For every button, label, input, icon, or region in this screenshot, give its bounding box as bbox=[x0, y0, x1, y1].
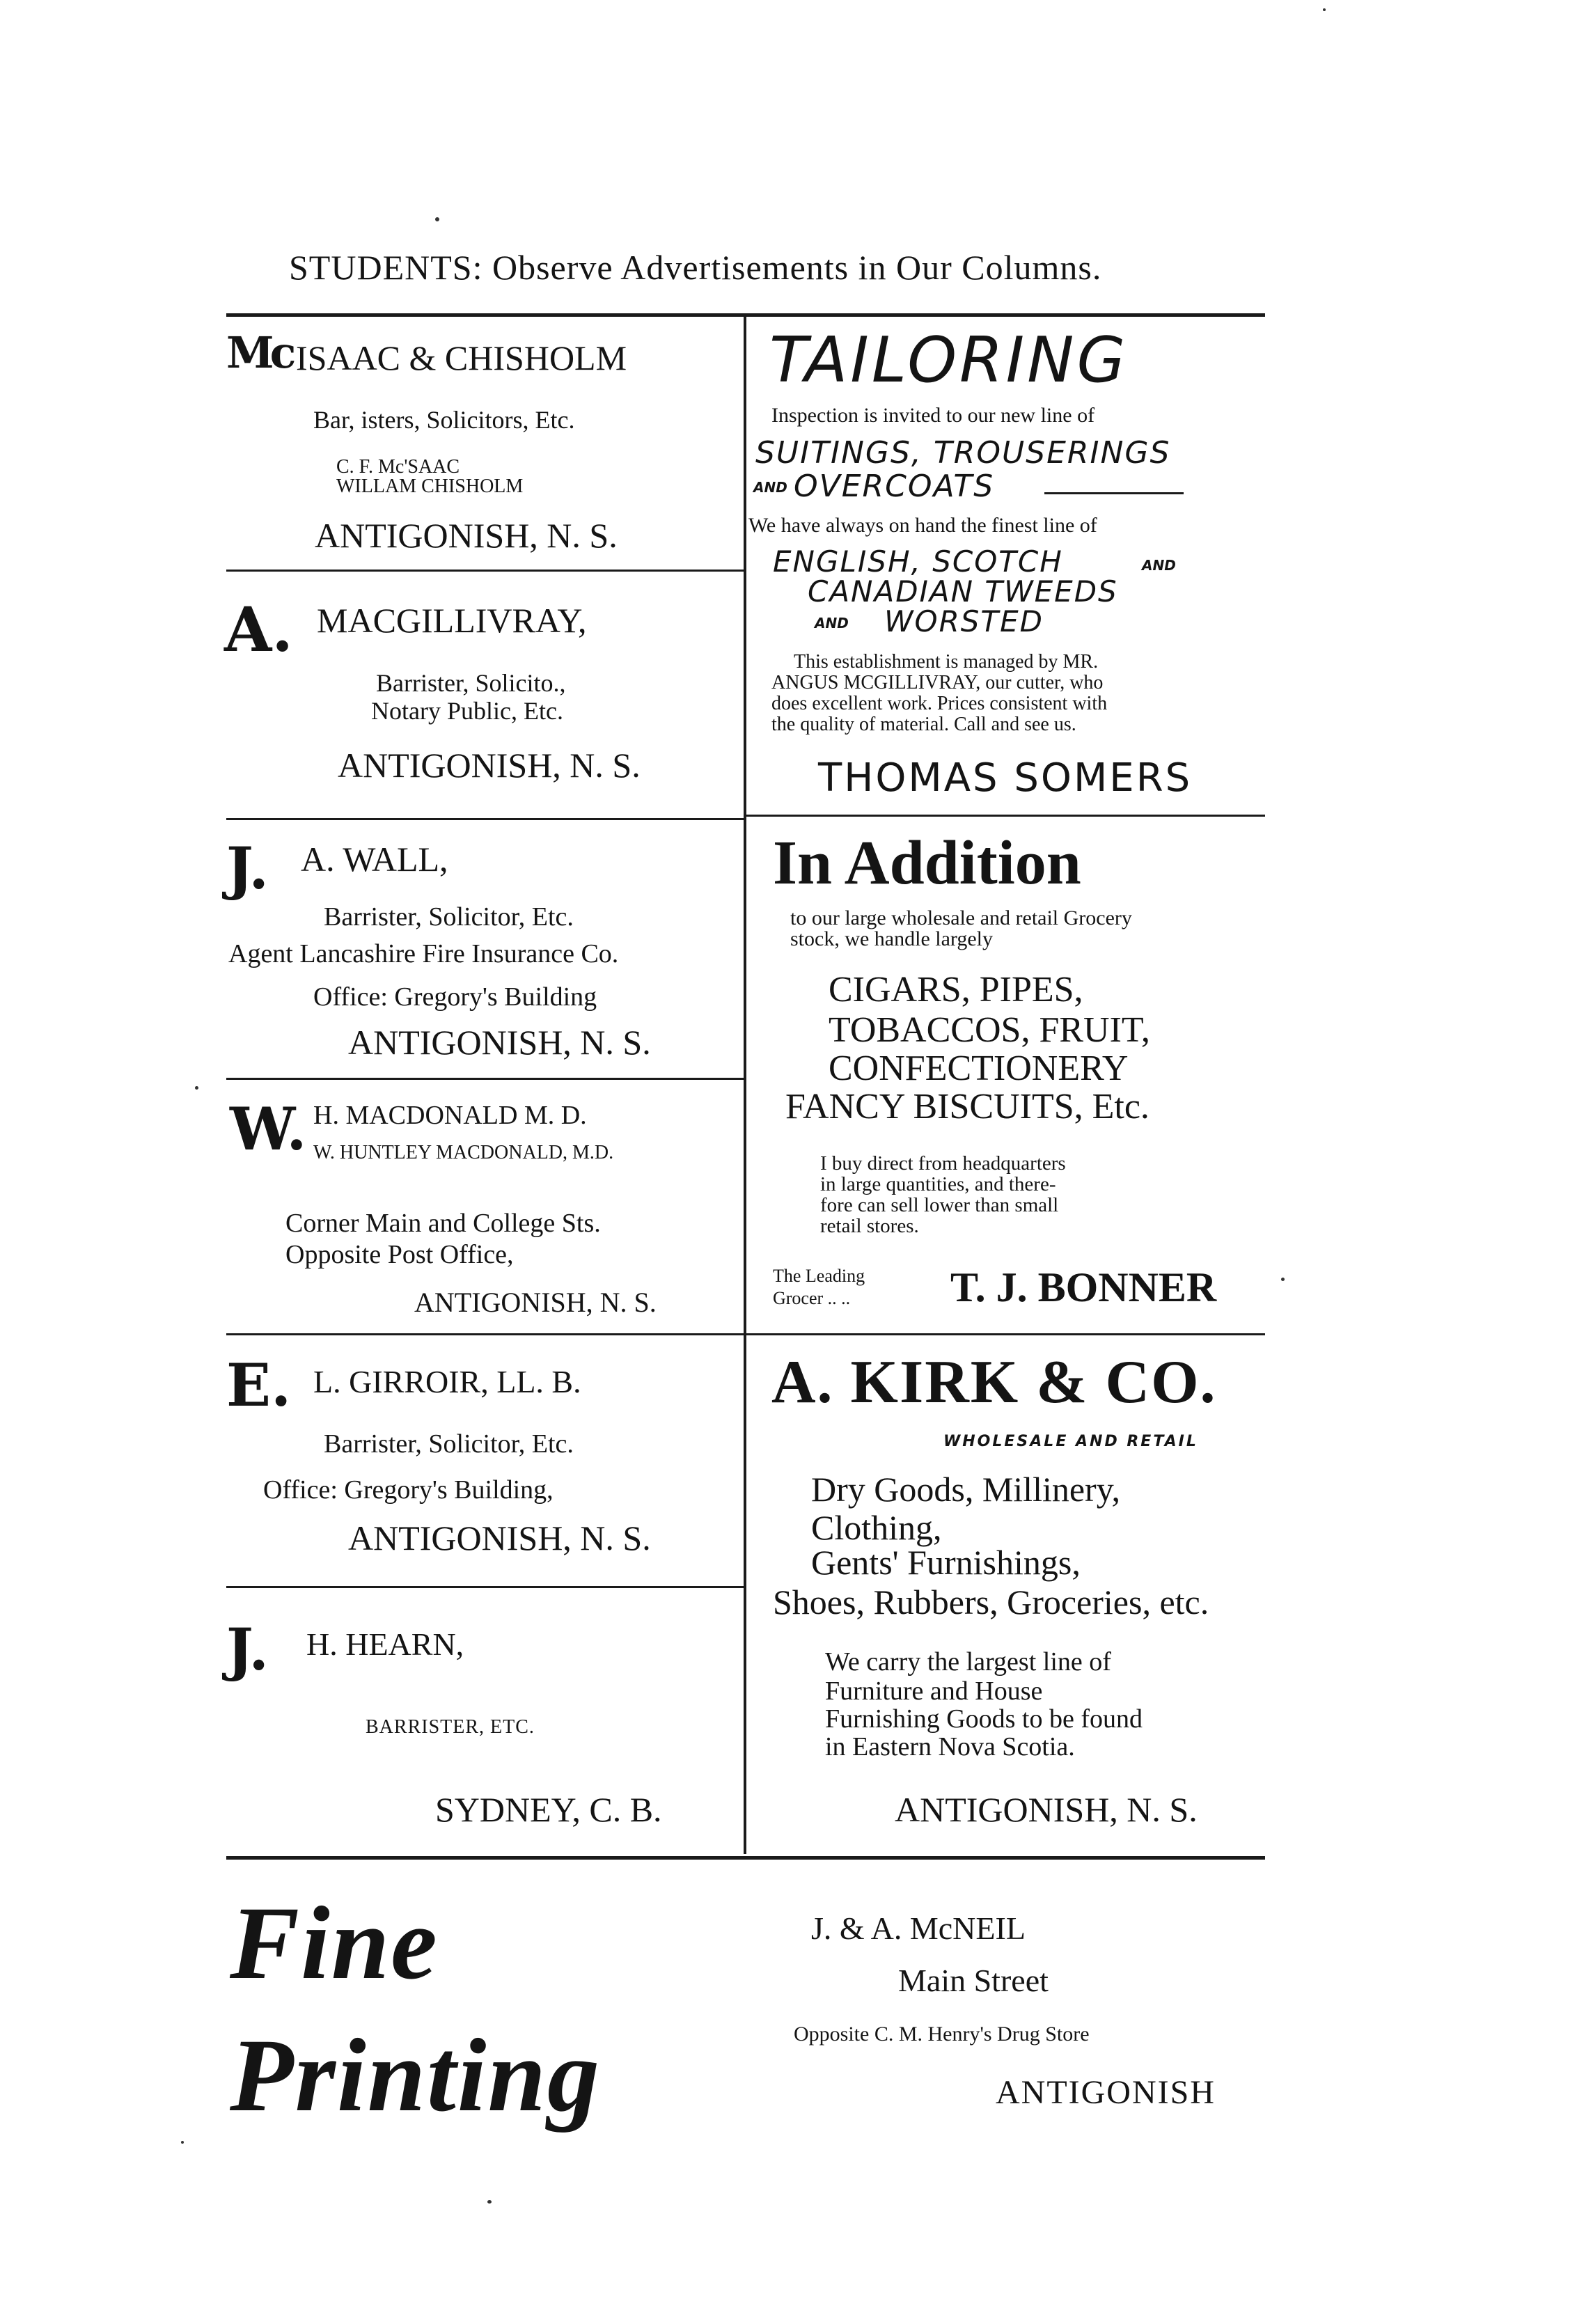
firm-name: ISAAC & CHISHOLM bbox=[296, 338, 627, 377]
grocer-item: CIGARS, PIPES, bbox=[829, 970, 1083, 1010]
scan-speck bbox=[435, 217, 439, 221]
kirk-goods: Dry Goods, Millinery, bbox=[811, 1470, 1120, 1509]
firm-description: Barrister, Solicito., bbox=[376, 669, 566, 697]
grocer-paragraph: fore can sell lower than small bbox=[820, 1194, 1059, 1216]
grocer-signature: T. J. BONNER bbox=[950, 1264, 1217, 1310]
kirk-paragraph: Furnishing Goods to be found bbox=[825, 1704, 1143, 1734]
grocer-tagline: The Leading bbox=[773, 1266, 865, 1286]
fine-printing-heading: Printing bbox=[230, 2018, 601, 2133]
grocer-tagline: Grocer .. .. bbox=[773, 1288, 851, 1308]
grocer-item: FANCY BISCUITS, Etc. bbox=[785, 1087, 1150, 1126]
tailoring-text: Inspection is invited to our new line of bbox=[771, 404, 1095, 427]
partner-name: WILLAM CHISHOLM bbox=[336, 476, 524, 497]
tailoring-goods: OVERCOATS bbox=[794, 469, 995, 504]
fine-printing-heading: Fine bbox=[230, 1885, 439, 2001]
printer-landmark: Opposite C. M. Henry's Drug Store bbox=[794, 2023, 1090, 2046]
tailoring-paragraph: does excellent work. Prices consistent with bbox=[771, 693, 1108, 714]
bottom-rule bbox=[226, 1856, 1265, 1860]
grocer-paragraph: I buy direct from headquarters bbox=[820, 1152, 1066, 1175]
scan-speck bbox=[1323, 8, 1326, 11]
tailoring-paragraph: This establishment is managed by MR. bbox=[794, 651, 1099, 673]
partner-name: C. F. Mc'SAAC bbox=[336, 456, 460, 478]
left-divider bbox=[226, 1333, 744, 1335]
initial-letter: W. bbox=[230, 1094, 307, 1163]
initial-letter: J. bbox=[226, 835, 269, 902]
partner-name: W. HUNTLEY MACDONALD, M.D. bbox=[313, 1142, 614, 1163]
firm-description: Notary Public, Etc. bbox=[371, 697, 563, 725]
tailoring-goods: ENGLISH, SCOTCH bbox=[773, 544, 1063, 579]
firm-description: Barrister, Solicitor, Etc. bbox=[324, 902, 574, 932]
grocer-title: In Addition bbox=[773, 829, 1081, 897]
firm-description: Opposite Post Office, bbox=[285, 1240, 514, 1269]
grocer-item: CONFECTIONERY bbox=[829, 1049, 1129, 1088]
firm-location: ANTIGONISH, N. S. bbox=[338, 746, 641, 785]
left-divider bbox=[226, 1586, 744, 1588]
tailoring-paragraph: ANGUS MCGILLIVRAY, our cutter, who bbox=[771, 672, 1104, 693]
tailoring-goods: WORSTED bbox=[884, 604, 1044, 638]
initial-letter: A. bbox=[224, 593, 293, 666]
page-header: STUDENTS: Observe Advertisements in Our Columns. bbox=[289, 248, 1102, 287]
tailoring-goods: SUITINGS, TROUSERINGS bbox=[755, 435, 1171, 471]
kirk-title: A. KIRK & CO. bbox=[771, 1349, 1217, 1416]
tailoring-conjunction: AND bbox=[815, 615, 849, 631]
grocer-paragraph: retail stores. bbox=[820, 1215, 919, 1237]
firm-name: A. WALL, bbox=[301, 840, 448, 879]
tailoring-signature: THOMAS SOMERS bbox=[818, 755, 1193, 801]
firm-location: ANTIGONISH, N. S. bbox=[348, 1518, 651, 1557]
firm-name: H. MACDONALD M. D. bbox=[313, 1101, 587, 1130]
firm-description: Office: Gregory's Building, bbox=[263, 1475, 554, 1505]
firm-description: Bar, isters, Solicitors, Etc. bbox=[313, 406, 575, 434]
decorative-rule bbox=[1044, 492, 1184, 494]
tailoring-conjunction: AND bbox=[1142, 557, 1176, 574]
center-divider bbox=[744, 317, 746, 1854]
firm-location: ANTIGONISH, N. S. bbox=[414, 1287, 657, 1318]
grocer-text: stock, we handle largely bbox=[790, 927, 994, 950]
firm-description: Office: Gregory's Building bbox=[313, 982, 597, 1012]
tailoring-text: We have always on hand the finest line of bbox=[748, 514, 1097, 537]
kirk-paragraph: Furniture and House bbox=[825, 1677, 1043, 1706]
scan-speck bbox=[487, 2200, 492, 2204]
firm-location: ANTIGONISH, N. S. bbox=[315, 516, 618, 555]
grocer-paragraph: in large quantities, and there- bbox=[820, 1173, 1056, 1195]
kirk-location: ANTIGONISH, N. S. bbox=[895, 1790, 1198, 1829]
kirk-paragraph: in Eastern Nova Scotia. bbox=[825, 1732, 1075, 1761]
kirk-paragraph: We carry the largest line of bbox=[825, 1647, 1111, 1677]
left-divider bbox=[226, 818, 744, 820]
firm-location: SYDNEY, C. B. bbox=[435, 1790, 662, 1829]
scan-speck bbox=[181, 2141, 184, 2144]
firm-description: Corner Main and College Sts. bbox=[285, 1209, 601, 1238]
firm-name: MACGILLIVRAY, bbox=[317, 601, 587, 640]
tailoring-title: TAILORING bbox=[769, 324, 1129, 397]
kirk-goods: Gents' Furnishings, bbox=[811, 1543, 1081, 1582]
firm-name: H. HEARN, bbox=[306, 1626, 464, 1662]
kirk-goods: Shoes, Rubbers, Groceries, etc. bbox=[773, 1583, 1209, 1622]
right-divider bbox=[746, 1333, 1265, 1335]
firm-name: L. GIRROIR, LL. B. bbox=[313, 1364, 581, 1399]
printer-street: Main Street bbox=[898, 1963, 1049, 1998]
printer-name: J. & A. McNEIL bbox=[811, 1910, 1026, 1946]
left-divider bbox=[226, 570, 744, 572]
firm-description: Agent Lancashire Fire Insurance Co. bbox=[228, 939, 619, 968]
initial-letter: J. bbox=[226, 1617, 269, 1683]
initial-letter: E. bbox=[226, 1351, 292, 1420]
kirk-goods: Clothing, bbox=[811, 1508, 942, 1547]
firm-description: BARRISTER, ETC. bbox=[366, 1716, 535, 1738]
initial-letter: Mc bbox=[226, 327, 292, 378]
scan-speck bbox=[195, 1086, 198, 1090]
scan-speck bbox=[1281, 1278, 1285, 1281]
grocer-text: to our large wholesale and retail Grocery bbox=[790, 906, 1132, 929]
grocer-item: TOBACCOS, FRUIT, bbox=[829, 1010, 1150, 1050]
firm-description: Barrister, Solicitor, Etc. bbox=[324, 1429, 574, 1459]
printer-town: ANTIGONISH bbox=[996, 2074, 1216, 2111]
left-divider bbox=[226, 1078, 744, 1080]
tailoring-paragraph: the quality of material. Call and see us. bbox=[771, 714, 1076, 735]
right-divider bbox=[746, 815, 1265, 817]
kirk-subtitle: WHOLESALE AND RETAIL bbox=[943, 1433, 1198, 1450]
firm-location: ANTIGONISH, N. S. bbox=[348, 1023, 651, 1062]
tailoring-conjunction: AND bbox=[753, 479, 787, 496]
tailoring-goods: CANADIAN TWEEDS bbox=[808, 574, 1118, 609]
